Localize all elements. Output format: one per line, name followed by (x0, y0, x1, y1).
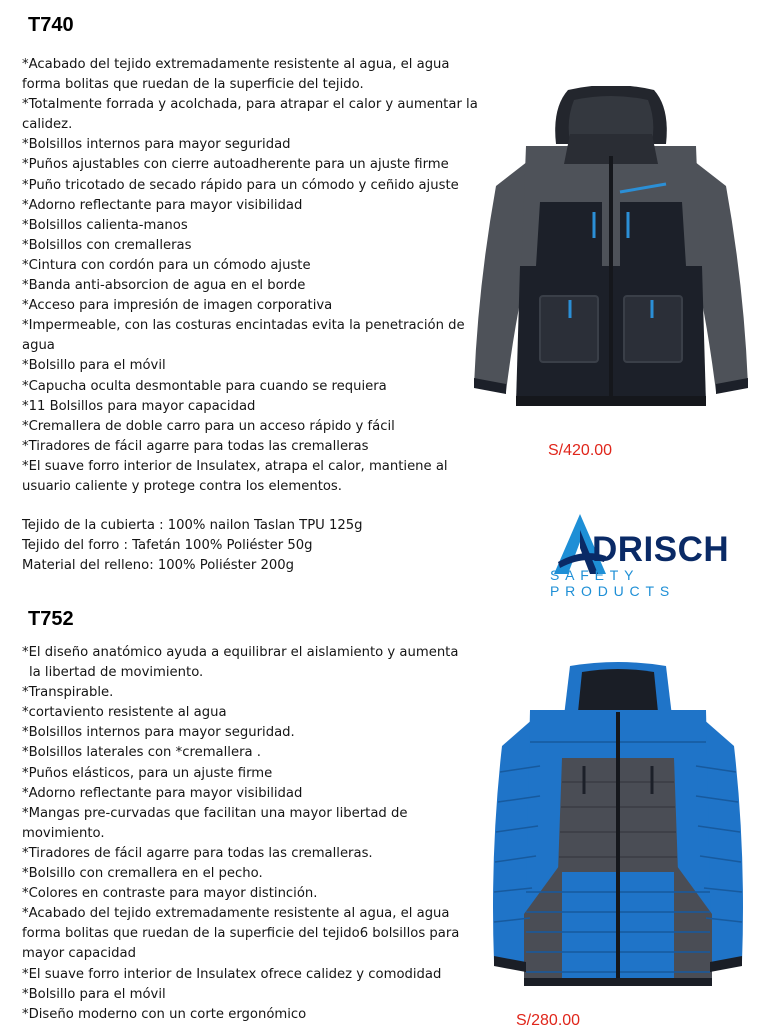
feature-line: agua (22, 338, 55, 354)
feature-line: forma bolitas que ruedan de la superficie del tejido6 bolsillos para (22, 926, 460, 942)
feature-line: *Mangas pre-curvadas que facilitan una mayor libertad de (22, 805, 408, 821)
feature-line: *Tiradores de fácil agarre para todas las cremalleras (22, 438, 369, 454)
feature-line: *Puño tricotado de secado rápido para un cómodo y ceñido ajuste (22, 177, 459, 193)
feature-line: *Colores en contraste para mayor distinción. (22, 886, 318, 902)
feature-line: *cortaviento resistente al agua (22, 705, 227, 721)
feature-line: *Adorno reflectante para mayor visibilidad (22, 785, 303, 801)
feature-line: la libertad de movimiento. (29, 665, 204, 681)
product-code: T740 (28, 14, 74, 36)
feature-line: *Bolsillos internos para mayor seguridad (22, 137, 291, 153)
feature-list (22, 55, 478, 497)
feature-line: *El diseño anatómico ayuda a equilibrar el aislamiento y aumenta (22, 645, 459, 660)
adrisch-logo (548, 508, 768, 599)
feature-line: *Cintura con cordón para un cómodo ajuste (22, 257, 311, 273)
feature-line: *Bolsillo con cremallera en el pecho. (22, 866, 263, 882)
feature-line: *Puños elásticos, para un ajuste firme (22, 765, 273, 781)
feature-line: *Acabado del tejido extremadamente resistente al agua, el agua (22, 906, 450, 922)
logo-wordmark: DRISCH (592, 530, 730, 569)
feature-line: *Impermeable, con las costuras encintadas evita la penetración de (22, 318, 465, 334)
feature-line: *Cremallera de doble carro para un acceso rápido y fácil (22, 418, 395, 434)
feature-line: *11 Bolsillos para mayor capacidad (22, 398, 256, 414)
feature-line: *Adorno reflectante para mayor visibilidad (22, 197, 303, 213)
feature-line: *Bolsillo para el móvil (22, 358, 166, 374)
feature-line: *Acceso para impresión de imagen corporativa (22, 298, 333, 314)
materials-list (22, 516, 363, 576)
material-line: Tejido del forro : Tafetán 100% Poliéster 50g (22, 538, 313, 554)
feature-line: *Tiradores de fácil agarre para todas las cremalleras. (22, 845, 373, 861)
feature-line: forma bolitas que ruedan de la superficie del tejido. (22, 77, 364, 93)
logo-subtitle: SAFETY PRODUCTS (550, 567, 675, 599)
feature-line: *Bolsillos laterales con *cremallera . (22, 745, 261, 761)
feature-line: *El suave forro interior de Insulatex ofrece calidez y comodidad (22, 966, 442, 982)
feature-line: *Bolsillos calienta-manos (22, 217, 188, 233)
feature-line: *Transpirable. (22, 685, 114, 701)
feature-line: *Bolsillos internos para mayor seguridad. (22, 725, 295, 741)
feature-line: mayor capacidad (22, 946, 136, 962)
feature-line: movimiento. (22, 825, 105, 841)
hooded-parka-jacket-icon (470, 86, 752, 416)
price: S/420.00 (548, 442, 613, 459)
material-line: Tejido de la cubierta : 100% nailon Taslan TPU 125g (22, 518, 363, 533)
feature-list (22, 643, 459, 1025)
price: S/280.00 (516, 1012, 581, 1029)
feature-line: *Totalmente forrada y acolchada, para atrapar el calor y aumentar la (22, 97, 478, 113)
material-line: Material del relleno: 100% Poliéster 200g (22, 558, 295, 574)
feature-line: *Bolsillos con cremalleras (22, 237, 192, 253)
feature-line: *Bolsillo para el móvil (22, 986, 166, 1002)
feature-line: calidez. (22, 117, 73, 133)
feature-line: *Banda anti-absorcion de agua en el borde (22, 278, 306, 294)
feature-line: *Capucha oculta desmontable para cuando se requiera (22, 378, 387, 394)
feature-line: *Acabado del tejido extremadamente resistente al agua, el agua (22, 57, 450, 72)
feature-line: usuario caliente y protege contra los elementos. (22, 478, 342, 494)
product-code: T752 (28, 608, 74, 630)
feature-line: *Diseño moderno con un corte ergonómico (22, 1006, 307, 1022)
feature-line: *Puños ajustables con cierre autoadherente para un ajuste firme (22, 157, 449, 173)
feature-line: *El suave forro interior de Insulatex, atrapa el calor, mantiene al (22, 458, 448, 474)
quilted-jacket-icon (490, 662, 746, 988)
